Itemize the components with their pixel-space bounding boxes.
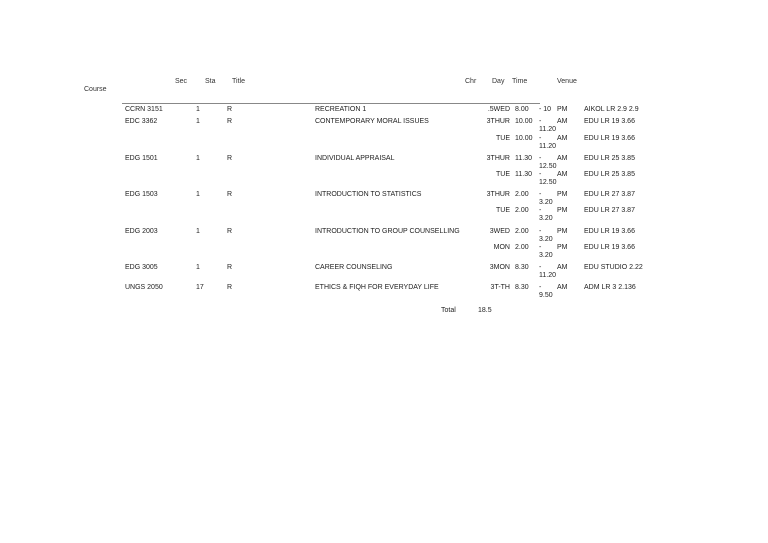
cell-ampm: AM <box>557 135 568 142</box>
header-divider <box>122 103 540 104</box>
cell-title: CAREER COUNSELING <box>315 264 393 271</box>
cell-time-end: 11.20 <box>539 272 556 279</box>
cell-venue: EDU LR 19 3.66 <box>584 244 635 251</box>
cell-chr-day: TUE <box>496 207 510 214</box>
cell-time2: - <box>539 191 542 198</box>
cell-time-end: 3.20 <box>539 252 553 259</box>
cell-venue: EDU LR 25 3.85 <box>584 171 635 178</box>
cell-sec: 1 <box>196 155 200 162</box>
cell-course: EDG 1503 <box>125 191 158 198</box>
cell-time-end: 12.50 <box>539 163 557 170</box>
cell-time-end: 3.20 <box>539 199 553 206</box>
cell-course: EDG 2003 <box>125 228 158 235</box>
cell-sta: R <box>227 155 233 162</box>
cell-time: 8.30 <box>515 264 529 271</box>
cell-time-end: 11.20 <box>539 143 556 150</box>
cell-venue: EDU LR 27 3.87 <box>584 191 635 198</box>
cell-venue: ADM LR 3 2.136 <box>584 284 636 291</box>
total-value: 18.5 <box>478 307 492 314</box>
cell-ampm: AM <box>557 284 568 291</box>
cell-ampm: PM <box>557 106 568 113</box>
cell-sec: 1 <box>196 264 200 271</box>
cell-ampm: AM <box>557 264 568 271</box>
header-sec: Sec <box>175 78 188 85</box>
cell-venue: EDU LR 27 3.87 <box>584 207 635 214</box>
cell-time-end: 3.20 <box>539 215 553 222</box>
cell-chr-day: 3WED <box>489 228 510 235</box>
cell-venue: EDU LR 25 3.85 <box>584 155 635 162</box>
cell-chr-day: TUE <box>496 135 510 142</box>
cell-time: 2.00 <box>515 228 529 235</box>
cell-sta: R <box>227 191 233 198</box>
cell-course: EDG 3005 <box>125 264 158 271</box>
cell-course: EDC 3362 <box>125 118 158 125</box>
header-course: Course <box>84 86 107 93</box>
cell-time: 11.30 <box>515 155 532 162</box>
cell-title: CONTEMPORARY MORAL ISSUES <box>315 118 429 125</box>
cell-title: INTRODUCTION TO STATISTICS <box>315 191 422 198</box>
cell-sec: 1 <box>196 106 200 113</box>
cell-venue: EDU LR 19 3.66 <box>584 118 635 125</box>
cell-venue: EDU LR 19 3.66 <box>584 228 635 235</box>
cell-time2: - <box>539 207 542 214</box>
cell-time2: - <box>539 171 542 178</box>
cell-time-end: 12.50 <box>539 179 557 186</box>
cell-time2: - <box>539 118 542 125</box>
cell-chr-day: MON <box>493 244 510 251</box>
cell-ampm: AM <box>557 118 568 125</box>
cell-chr-day: 3THUR <box>486 118 510 125</box>
cell-sec: 1 <box>196 118 200 125</box>
cell-ampm: PM <box>557 244 568 251</box>
total-label: Total <box>441 307 456 314</box>
cell-sta: R <box>227 228 233 235</box>
cell-chr-day: TUE <box>496 171 510 178</box>
header-time: Time <box>512 78 528 85</box>
cell-time2: - <box>539 264 542 271</box>
cell-course: UNGS 2050 <box>125 284 163 291</box>
cell-title: INTRODUCTION TO GROUP COUNSELLING <box>315 228 460 235</box>
cell-time2: - <box>539 284 542 291</box>
header-day: Day <box>492 78 505 85</box>
cell-course: CCRN 3151 <box>125 106 163 113</box>
cell-course: EDG 1501 <box>125 155 158 162</box>
cell-title: INDIVIDUAL APPRAISAL <box>315 155 395 162</box>
cell-chr-day: .5WED <box>487 106 510 113</box>
cell-time: 10.00 <box>515 118 533 125</box>
cell-sta: R <box>227 106 233 113</box>
cell-sta: R <box>227 284 233 291</box>
cell-time: 2.00 <box>515 244 529 251</box>
cell-venue: EDU STUDIO 2.22 <box>584 264 643 271</box>
cell-venue: EDU LR 19 3.66 <box>584 135 635 142</box>
cell-time2: - <box>539 135 542 142</box>
cell-time-end: 9.50 <box>539 292 553 299</box>
cell-venue: AIKOL LR 2.9 2.9 <box>584 106 639 113</box>
header-title: Title <box>232 78 245 85</box>
cell-time-end: 3.20 <box>539 236 553 243</box>
header-sta: Sta <box>205 78 216 85</box>
cell-ampm: AM <box>557 171 568 178</box>
cell-time: 2.00 <box>515 191 529 198</box>
cell-time2: - <box>539 244 542 251</box>
cell-sec: 17 <box>196 284 204 291</box>
cell-time2: - <box>539 155 542 162</box>
cell-sta: R <box>227 264 233 271</box>
cell-ampm: PM <box>557 191 568 198</box>
cell-chr-day: 3THUR <box>486 191 510 198</box>
cell-sta: R <box>227 118 233 125</box>
cell-ampm: PM <box>557 207 568 214</box>
cell-time-end: 11.20 <box>539 126 556 133</box>
cell-title: ETHICS & FIQH FOR EVERYDAY LIFE <box>315 284 439 291</box>
cell-chr-day: 3MON <box>489 264 510 271</box>
header-chr: Chr <box>465 78 477 85</box>
cell-sec: 1 <box>196 228 200 235</box>
cell-title: RECREATION 1 <box>315 106 367 113</box>
cell-time2: - <box>539 228 542 235</box>
header-venue: Venue <box>557 78 577 85</box>
cell-time: 2.00 <box>515 207 529 214</box>
cell-chr-day: 3T-TH <box>490 284 510 291</box>
cell-time: 11.30 <box>515 171 532 178</box>
cell-ampm: AM <box>557 155 568 162</box>
cell-time2: - 10 <box>539 106 552 113</box>
cell-chr-day: 3THUR <box>486 155 510 162</box>
cell-sec: 1 <box>196 191 200 198</box>
cell-ampm: PM <box>557 228 568 235</box>
cell-time: 10.00 <box>515 135 533 142</box>
cell-time: 8.00 <box>515 106 529 113</box>
cell-time: 8.30 <box>515 284 529 291</box>
